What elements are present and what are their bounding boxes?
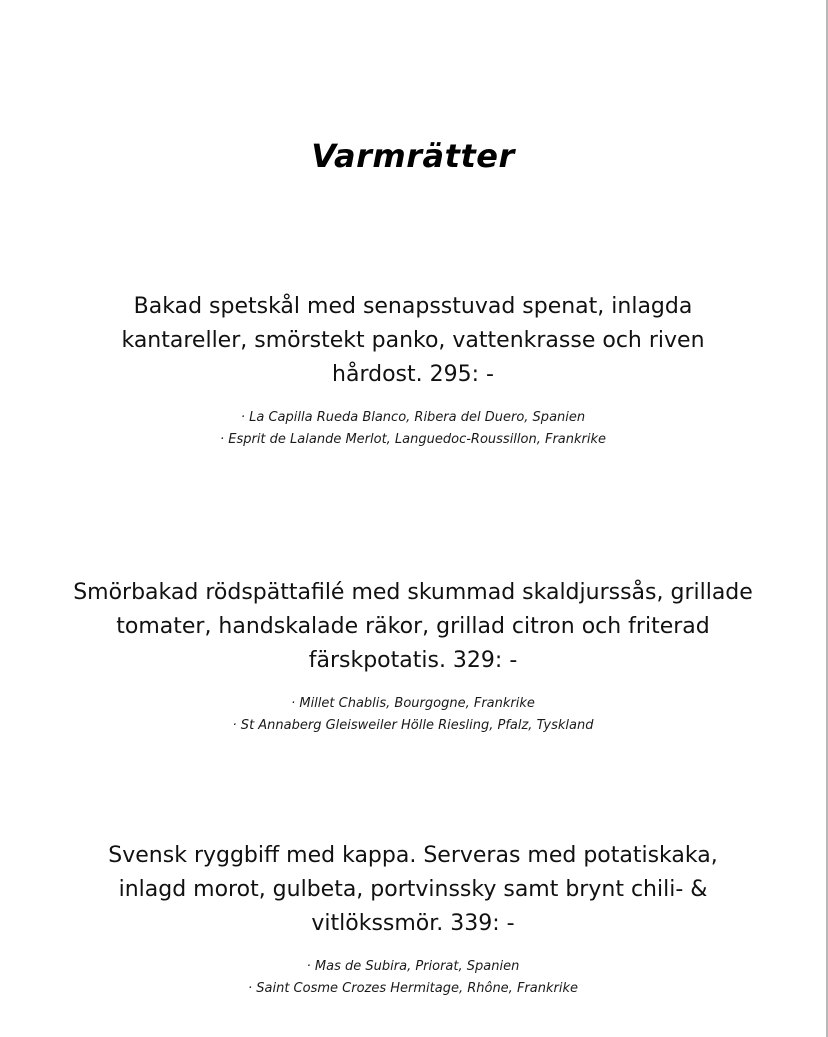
wine-item: · La Capilla Rueda Blanco, Ribera del Duero, Spanien: [240, 410, 586, 425]
wine-item: · Saint Cosme Crozes Hermitage, Rhône, Frankrike: [247, 981, 578, 996]
wine-list: [0, 407, 826, 451]
wine-list: [0, 693, 826, 737]
wine-item: · St Annaberg Gleisweiler Hölle Riesling, Pfalz, Tyskland: [232, 718, 594, 733]
wine-list: [0, 956, 826, 1000]
menu-title: Varmrätter: [311, 137, 515, 175]
dish-item: [0, 290, 826, 451]
dish-item: [0, 839, 826, 1000]
wine-item: · Mas de Subira, Priorat, Spanien: [306, 959, 520, 974]
dish-item: [0, 576, 826, 737]
dish-description: Svensk ryggbiff med kappa. Serveras med potatiskaka, inlagd morot, gulbeta, portvinssky samt brynt chili- & vitlökssmör. 339: -: [108, 843, 718, 936]
dish-description: Bakad spetskål med senapsstuvad spenat, inlagda kantareller, smörstekt panko, vattenkrasse och riven hårdost. 295: -: [121, 294, 705, 387]
dish-description: Smörbakad rödspättafilé med skummad skaldjurssås, grillade tomater, handskalade räkor, grillad citron och friterad färskpotatis. 329: -: [73, 580, 753, 673]
wine-item: · Esprit de Lalande Merlot, Languedoc-Roussillon, Frankrike: [219, 432, 607, 447]
wine-item: · Millet Chablis, Bourgogne, Frankrike: [291, 696, 535, 711]
